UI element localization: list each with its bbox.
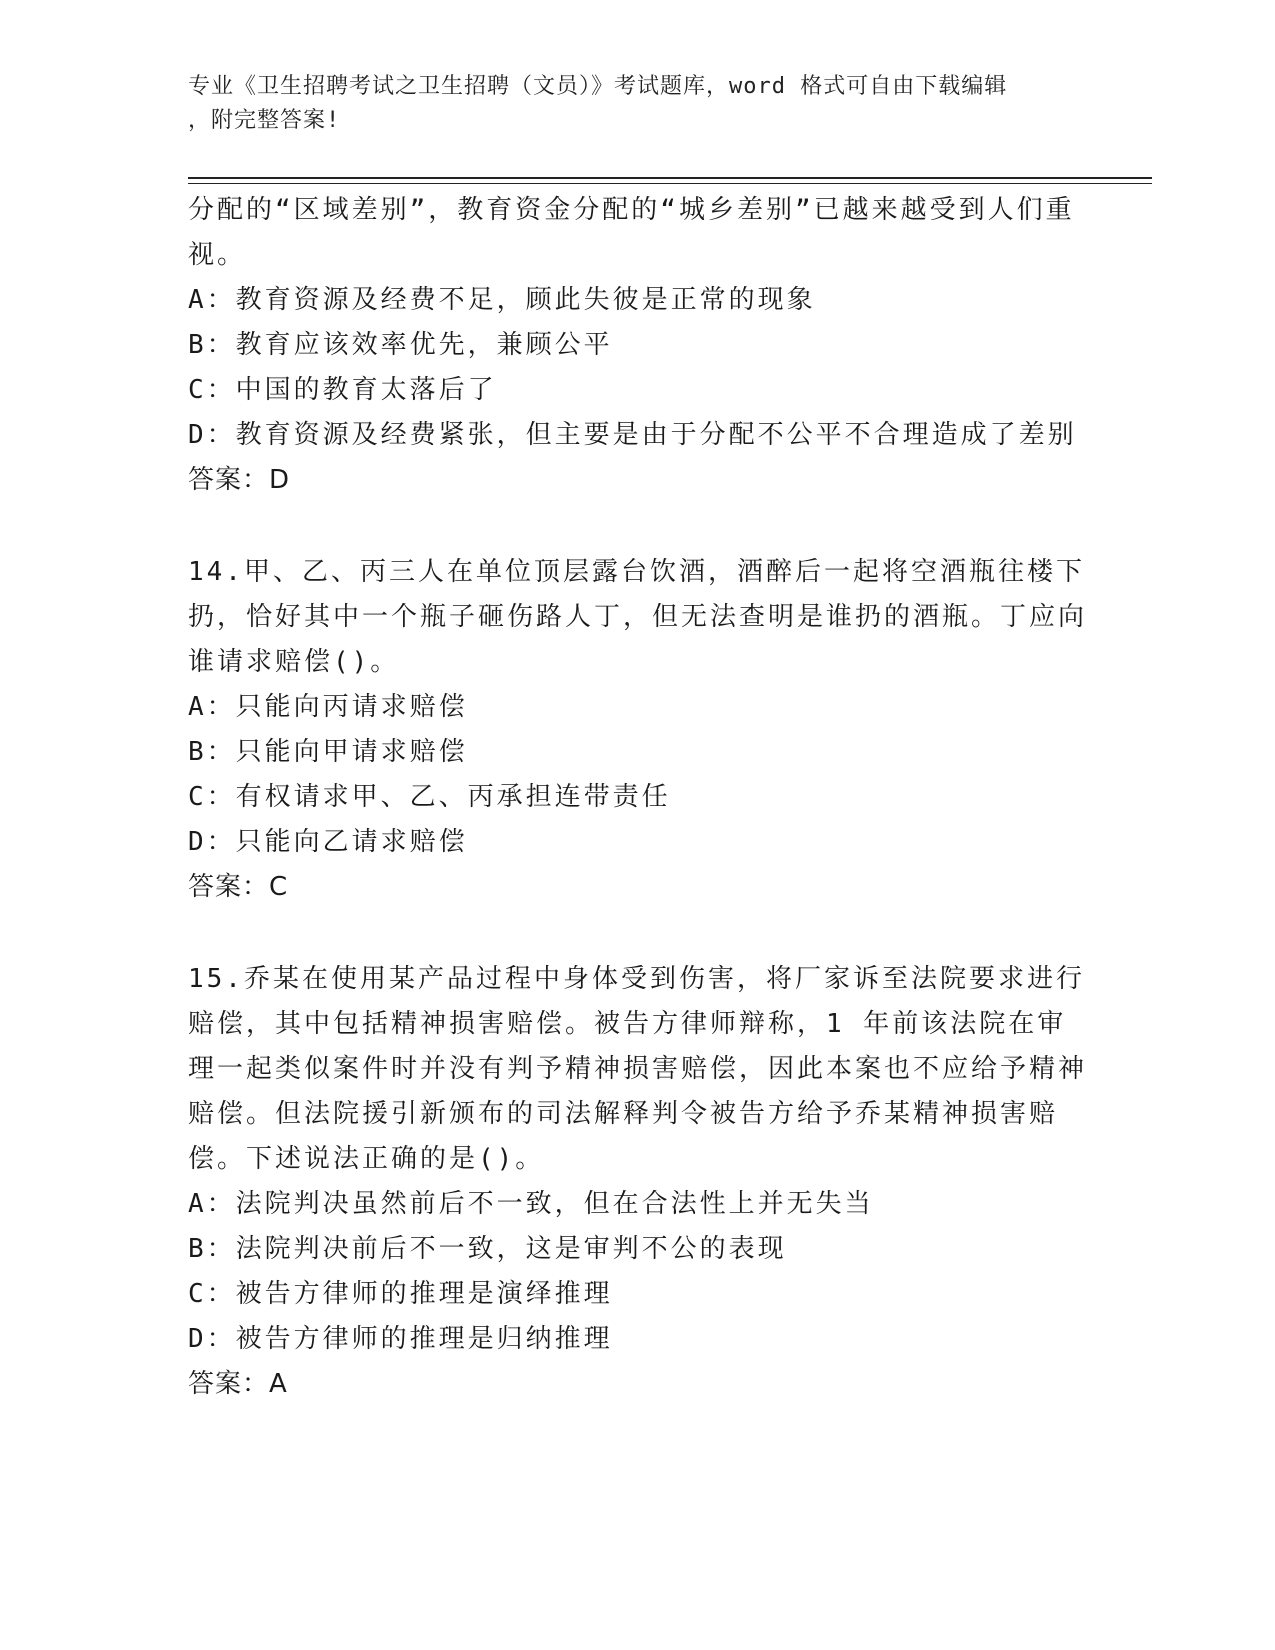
answer-line: 答案：C xyxy=(188,872,289,902)
page-header xyxy=(188,70,1108,138)
question-fragment xyxy=(188,188,1088,503)
question-14 xyxy=(188,550,1088,910)
option-d: D：教育资源及经费紧张，但主要是由于分配不公平不合理造成了差别 xyxy=(188,420,1077,450)
question-stem: 14.甲、乙、丙三人在单位顶层露台饮酒，酒醉后一起将空酒瓶往楼下扔，恰好其中一个瓶子砸伤路人丁，但无法查明是谁扔的酒瓶。丁应向谁请求赔偿()。 xyxy=(188,557,1088,677)
option-d: D：只能向乙请求赔偿 xyxy=(188,827,468,857)
option-a: A：教育资源及经费不足，顾此失彼是正常的现象 xyxy=(188,285,816,315)
option-a: A：只能向丙请求赔偿 xyxy=(188,692,468,722)
option-d: D：被告方律师的推理是归纳推理 xyxy=(188,1324,613,1354)
option-c: C：中国的教育太落后了 xyxy=(188,375,497,405)
option-a: A：法院判决虽然前后不一致，但在合法性上并无失当 xyxy=(188,1189,874,1219)
spacer xyxy=(188,910,1088,957)
question-15 xyxy=(188,957,1088,1407)
question-stem: 15.乔某在使用某产品过程中身体受到伤害，将厂家诉至法院要求进行赔偿，其中包括精神损害赔偿。被告方律师辩称，1 年前该法院在审理一起类似案件时并没有判予精神损害赔偿，因此本案也不应给予精神赔偿。但法院援引新颁布的司法解释判令被告方给予乔某精神损害赔偿。下述说法正确的是()。 xyxy=(188,964,1088,1174)
answer-line: 答案：D xyxy=(188,465,291,495)
header-line-1: 专业《卫生招聘考试之卫生招聘（文员）》考试题库，word 格式可自由下载编辑 xyxy=(188,74,1008,99)
header-divider-thick xyxy=(188,177,1152,179)
option-c: C：有权请求甲、乙、丙承担连带责任 xyxy=(188,782,671,812)
option-b: B：教育应该效率优先，兼顾公平 xyxy=(188,330,613,360)
spacer xyxy=(188,503,1088,550)
question-stem: 分配的“区域差别”，教育资金分配的“城乡差别”已越来越受到人们重视。 xyxy=(188,195,1075,270)
option-b: B：只能向甲请求赔偿 xyxy=(188,737,468,767)
option-b: B：法院判决前后不一致，这是审判不公的表现 xyxy=(188,1234,787,1264)
option-c: C：被告方律师的推理是演绎推理 xyxy=(188,1279,613,1309)
header-divider-thin xyxy=(188,183,1152,184)
answer-line: 答案：A xyxy=(188,1369,288,1399)
document-body xyxy=(188,188,1088,1407)
header-line-2: ，附完整答案! xyxy=(188,108,341,133)
